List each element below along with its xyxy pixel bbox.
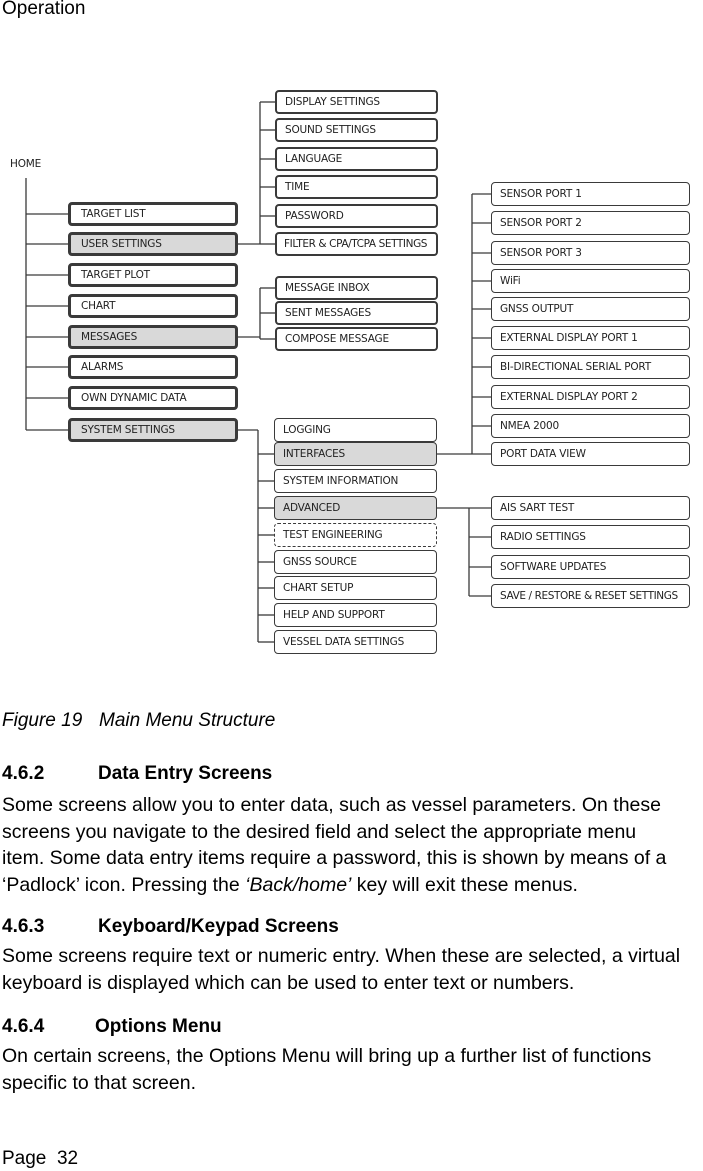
running-header: Operation: [2, 0, 86, 19]
section-number: 4.6.2: [2, 763, 45, 784]
menu-target-plot: TARGET PLOT: [68, 263, 238, 287]
section-heading-4-6-3: [2, 916, 339, 938]
menu-target-list: TARGET LIST: [68, 202, 238, 226]
menu-message-inbox: MESSAGE INBOX: [275, 276, 438, 300]
section-number: 4.6.3: [2, 916, 45, 937]
menu-chart-setup: CHART SETUP: [274, 576, 437, 600]
menu-filter-cpa-tcpa-settings: FILTER & CPA/TCPA SETTINGS: [275, 232, 438, 256]
section-title: Keyboard/Keypad Screens: [98, 916, 339, 937]
paragraph-data-entry-screens: [2, 792, 703, 898]
figure-number: Figure 19: [2, 710, 83, 731]
menu-sensor-port-2: SENSOR PORT 2: [491, 211, 690, 235]
menu-vessel-data-settings: VESSEL DATA SETTINGS: [274, 630, 437, 654]
page-number: 32: [56, 1148, 79, 1169]
menu-system-information: SYSTEM INFORMATION: [274, 469, 437, 493]
menu-alarms: ALARMS: [68, 355, 238, 379]
menu-time: TIME: [275, 175, 438, 199]
menu-interfaces: INTERFACES: [274, 442, 437, 466]
section-heading-4-6-4: [2, 1016, 222, 1038]
menu-ais-sart-test: AIS SART TEST: [491, 496, 690, 520]
paragraph-line: item. Some data entry items require a password, this is shown by means of a: [2, 847, 667, 869]
menu-wifi: WiFi: [491, 269, 690, 293]
menu-sent-messages: SENT MESSAGES: [275, 301, 438, 325]
menu-messages: MESSAGES: [68, 325, 238, 349]
menu-radio-settings: RADIO SETTINGS: [491, 525, 690, 549]
menu-system-settings: SYSTEM SETTINGS: [68, 418, 238, 442]
menu-sensor-port-3: SENSOR PORT 3: [491, 241, 690, 265]
menu-user-settings: USER SETTINGS: [68, 232, 238, 256]
paragraph-line: keyboard is displayed which can be used to enter text or numbers.: [2, 971, 575, 994]
menu-test-engineering: TEST ENGINEERING: [274, 523, 437, 547]
home-label: HOME: [10, 158, 42, 170]
menu-password: PASSWORD: [275, 204, 438, 228]
menu-language: LANGUAGE: [275, 147, 438, 171]
menu-external-display-port-1: EXTERNAL DISPLAY PORT 1: [491, 326, 690, 350]
menu-advanced: ADVANCED: [274, 496, 437, 520]
menu-help-and-support: HELP AND SUPPORT: [274, 603, 437, 627]
menu-external-display-port-2: EXTERNAL DISPLAY PORT 2: [491, 385, 690, 409]
menu-own-dynamic-data: OWN DYNAMIC DATA: [68, 386, 238, 410]
text-run: ‘Padlock’ icon. Pressing the: [2, 873, 246, 896]
paragraph-line: specific to that screen.: [2, 1071, 197, 1094]
menu-sensor-port-1: SENSOR PORT 1: [491, 182, 690, 206]
figure-caption: [2, 710, 275, 732]
menu-chart: CHART: [68, 294, 238, 318]
paragraph-line: Some screens require text or numeric entry. When these are selected, a virtual: [2, 945, 681, 967]
menu-compose-message: COMPOSE MESSAGE: [275, 327, 438, 351]
page-label: Page: [2, 1148, 47, 1169]
menu-logging: LOGGING: [274, 418, 437, 442]
back-home-key-name: ‘Back/home’: [245, 873, 352, 896]
paragraph-line: On certain screens, the Options Menu will bring up a further list of functions: [2, 1045, 652, 1067]
text-run: key will exit these menus.: [351, 873, 578, 896]
menu-software-updates: SOFTWARE UPDATES: [491, 555, 690, 579]
section-title: Data Entry Screens: [98, 763, 273, 784]
page-footer: [2, 1148, 78, 1170]
paragraph-line: screens you navigate to the desired field and select the appropriate menu: [2, 820, 637, 843]
menu-gnss-source: GNSS SOURCE: [274, 550, 437, 574]
figure-title: Main Menu Structure: [99, 710, 276, 731]
menu-port-data-view: PORT DATA VIEW: [491, 442, 690, 466]
menu-sound-settings: SOUND SETTINGS: [275, 118, 438, 142]
menu-nmea-2000: NMEA 2000: [491, 414, 690, 438]
paragraph-keyboard-keypad-screens: [2, 943, 703, 996]
section-number: 4.6.4: [2, 1016, 45, 1037]
menu-save-restore-reset-settings: SAVE / RESTORE & RESET SETTINGS: [491, 584, 690, 608]
menu-display-settings: DISPLAY SETTINGS: [275, 90, 438, 114]
menu-gnss-output: GNSS OUTPUT: [491, 297, 690, 321]
paragraph-line: [2, 872, 703, 899]
section-heading-4-6-2: [2, 763, 272, 785]
paragraph-options-menu: [2, 1043, 703, 1096]
paragraph-line: Some screens allow you to enter data, such as vessel parameters. On these: [2, 794, 662, 816]
menu-bi-directional-serial-port: BI-DIRECTIONAL SERIAL PORT: [491, 355, 690, 379]
section-title: Options Menu: [95, 1016, 222, 1037]
